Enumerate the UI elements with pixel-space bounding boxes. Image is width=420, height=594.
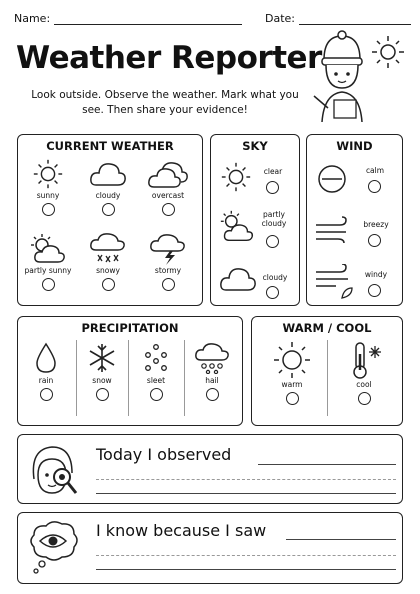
option-cloudy[interactable]	[78, 157, 138, 216]
option-snow[interactable]	[72, 342, 132, 401]
sun-icon	[370, 34, 406, 70]
evidence-box	[17, 512, 403, 584]
option-snowy[interactable]	[78, 232, 138, 291]
checkbox-circle[interactable]	[266, 286, 279, 299]
option-warm[interactable]	[262, 340, 322, 405]
sun-icon	[31, 157, 65, 191]
snow-cloud-icon	[88, 232, 128, 266]
name-line[interactable]	[54, 15, 242, 25]
evidence-answer-line[interactable]	[286, 539, 396, 540]
option-label: snow	[92, 376, 112, 385]
partly-cloudy-icon	[218, 208, 256, 246]
option-label: clear	[263, 167, 283, 176]
writing-guide-line[interactable]	[96, 479, 396, 480]
checkbox-circle[interactable]	[40, 388, 53, 401]
date-field[interactable]	[265, 12, 411, 25]
option-sunny[interactable]	[18, 157, 78, 216]
option-label: stormy	[154, 266, 182, 275]
snowflake-icon	[86, 342, 118, 374]
checkbox-circle[interactable]	[266, 235, 279, 248]
checkbox-circle[interactable]	[368, 284, 381, 297]
warm-cool-heading: WARM / COOL	[282, 321, 372, 335]
divider	[327, 340, 328, 416]
option-label: sleet	[146, 376, 166, 385]
option-label: cloudy	[262, 273, 288, 282]
option-label: cloudy	[95, 191, 121, 200]
checkbox-circle[interactable]	[206, 388, 219, 401]
observation-answer-line[interactable]	[258, 464, 396, 465]
overcast-icon	[146, 157, 190, 191]
sleet-icon	[140, 342, 172, 374]
page-title: Weather Reporter	[16, 40, 322, 76]
current-weather-heading: CURRENT WEATHER	[46, 139, 174, 153]
cloud-icon	[88, 157, 128, 191]
option-label: sunny	[36, 191, 60, 200]
date-label: Date:	[265, 12, 295, 25]
hail-icon	[193, 342, 231, 374]
checkbox-circle[interactable]	[150, 388, 163, 401]
option-label: rain	[38, 376, 54, 385]
checkbox-circle[interactable]	[42, 278, 55, 291]
checkbox-circle[interactable]	[162, 278, 175, 291]
checkbox-circle[interactable]	[42, 203, 55, 216]
sun-icon	[272, 340, 312, 380]
checkbox-circle[interactable]	[266, 181, 279, 194]
observation-box	[17, 434, 403, 504]
checkbox-circle[interactable]	[102, 278, 115, 291]
girl-magnifier-illustration	[24, 439, 84, 499]
storm-cloud-icon	[148, 232, 188, 266]
date-line[interactable]	[299, 15, 411, 25]
writing-line[interactable]	[96, 493, 396, 494]
observation-prompt: Today I observed	[96, 445, 232, 464]
sun-icon	[218, 160, 254, 194]
option-rain[interactable]	[16, 342, 76, 401]
checkbox-circle[interactable]	[96, 388, 109, 401]
option-overcast[interactable]	[138, 157, 198, 216]
writing-line[interactable]	[96, 569, 396, 570]
raindrop-icon	[31, 342, 61, 374]
option-partly-sunny[interactable]	[18, 232, 78, 291]
windy-icon	[314, 264, 354, 300]
option-label: snowy	[96, 266, 120, 275]
partly-sunny-icon	[28, 232, 68, 266]
cloud-icon	[218, 262, 258, 296]
calm-icon	[314, 162, 350, 196]
writing-guide-line[interactable]	[96, 555, 396, 556]
breeze-icon	[314, 216, 354, 246]
precipitation-heading: PRECIPITATION	[81, 321, 179, 335]
name-field[interactable]	[14, 12, 242, 25]
option-label: overcast	[151, 191, 185, 200]
option-label: warm	[281, 380, 303, 389]
checkbox-circle[interactable]	[286, 392, 299, 405]
thermometer-icon	[344, 340, 384, 380]
option-label: partly cloudy	[261, 210, 287, 228]
sky-heading: SKY	[242, 139, 268, 153]
thought-bubble-eye-icon	[24, 517, 84, 577]
option-label: windy	[364, 270, 388, 279]
option-label: partly sunny	[24, 266, 72, 275]
option-cool[interactable]	[334, 340, 394, 405]
option-label: calm	[365, 166, 385, 175]
wind-heading: WIND	[336, 139, 373, 153]
reporter-child-illustration	[312, 30, 372, 126]
option-label: hail	[205, 376, 219, 385]
checkbox-circle[interactable]	[368, 180, 381, 193]
option-hail[interactable]	[182, 342, 242, 401]
option-stormy[interactable]	[138, 232, 198, 291]
checkbox-circle[interactable]	[102, 203, 115, 216]
checkbox-circle[interactable]	[368, 234, 381, 247]
checkbox-circle[interactable]	[358, 392, 371, 405]
evidence-prompt: I know because I saw	[96, 521, 267, 540]
instructions: Look outside. Observe the weather. Mark what you see. Then share your evidence!	[31, 89, 299, 116]
checkbox-circle[interactable]	[162, 203, 175, 216]
option-label: cool	[356, 380, 372, 389]
name-label: Name:	[14, 12, 51, 25]
option-label: breezy	[363, 220, 389, 229]
option-sleet[interactable]	[126, 342, 186, 401]
